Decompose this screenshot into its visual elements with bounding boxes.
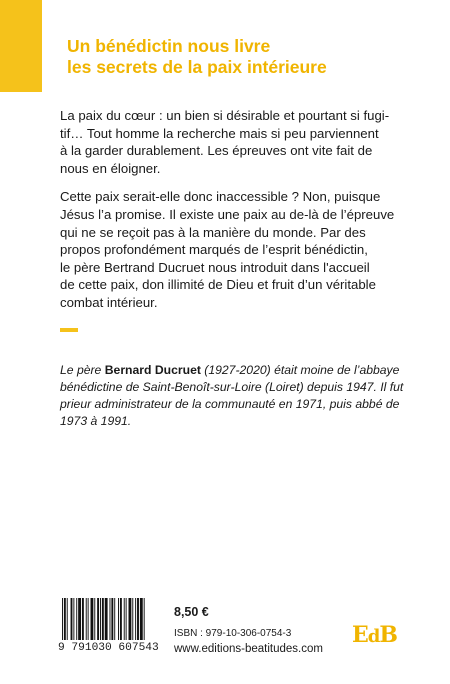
publisher-website: www.editions-beatitudes.com (174, 643, 323, 655)
barcode-bar (110, 598, 111, 640)
bio-line-2: bénédictine de Saint-Benoît-sur-Loire (Loiret) depuis 1947. Il fut (60, 380, 404, 394)
barcode-bar (97, 598, 99, 640)
barcode-bar (73, 598, 74, 640)
barcode-bar (111, 598, 113, 640)
logo-letter-b: B (379, 622, 397, 648)
barcode-bar (86, 598, 87, 640)
separator-dash (60, 328, 78, 332)
bio-prefix: Le père (60, 363, 105, 377)
paragraph-2 (60, 188, 402, 311)
headline (67, 36, 427, 78)
barcode-digits: 9 791030 607543 (58, 642, 159, 654)
headline-line-2: les secrets de la paix intérieure (67, 57, 327, 77)
text-line: qui ne se reçoit pas à la manière du monde. Par des (60, 224, 366, 240)
blurb (60, 107, 402, 323)
text-line: le père Bertrand Ducruet nous introduit dans l'accueil (60, 259, 370, 275)
text-line: à la garder durablement. Les épreuves ont vite fait de (60, 143, 373, 159)
bio-line-4: 1973 à 1991. (60, 414, 132, 428)
barcode-bar (64, 598, 66, 640)
bio-line-1-rest: (1927-2020) était moine de l’abbaye (200, 363, 400, 377)
barcode-bar (137, 598, 139, 640)
barcode (58, 598, 170, 658)
text-line: La paix du cœur : un bien si désirable et pourtant si fugi- (60, 108, 390, 123)
barcode-bar (144, 598, 145, 640)
barcode-bar (126, 598, 127, 640)
barcode-bar (129, 598, 132, 640)
barcode-bar (132, 598, 133, 640)
headline-line-1: Un bénédictin nous livre (67, 36, 271, 56)
text-line: Cette paix serait-elle donc inaccessible ? Non, puisque (60, 189, 381, 205)
barcode-bar (140, 598, 143, 640)
text-line: combat intérieur. (60, 294, 158, 310)
barcode-bar (71, 598, 73, 640)
text-line: tif… Tout homme la recherche mais si peu parviennent (60, 125, 379, 141)
author-name: Bernard Ducruet (104, 363, 201, 377)
barcode-bar (105, 598, 108, 640)
barcode-bar (102, 598, 104, 640)
barcode-bar (76, 598, 77, 640)
barcode-bar (94, 598, 95, 640)
barcode-bar (124, 598, 125, 640)
barcode-bar (67, 598, 68, 640)
accent-bar (0, 0, 42, 92)
barcode-bar (82, 598, 84, 640)
publisher-logo (352, 622, 397, 648)
barcode-bar (114, 598, 115, 640)
author-bio (60, 362, 406, 430)
barcode-bar (100, 598, 101, 640)
logo-letter-e: E (352, 622, 368, 648)
barcode-bar (88, 598, 89, 640)
bio-line-3: prieur administrateur de la communauté en 1971, puis abbé de (60, 397, 400, 411)
barcode-bar (135, 598, 136, 640)
bio-line-1 (60, 362, 406, 379)
paragraph-1 (60, 107, 402, 177)
barcode-bar (62, 598, 63, 640)
text-line: propos profondément marqués de l’esprit bénédictin, (60, 242, 368, 258)
text-line: Jésus l’a promise. Il existe une paix au de-là de l’épreuve (60, 206, 395, 222)
logo-letter-d: d (367, 626, 380, 647)
isbn: ISBN : 979-10-306-0754-3 (174, 628, 292, 639)
price: 8,50 € (174, 605, 209, 619)
barcode-bar (78, 598, 81, 640)
barcode-bar (118, 598, 119, 640)
barcode-bar (120, 598, 122, 640)
text-line: nous en éloigner. (60, 160, 161, 176)
barcode-bars (62, 598, 166, 642)
text-line: de cette paix, don illimité de Dieu et fruit d’un véritable (60, 277, 376, 293)
barcode-bar (91, 598, 94, 640)
